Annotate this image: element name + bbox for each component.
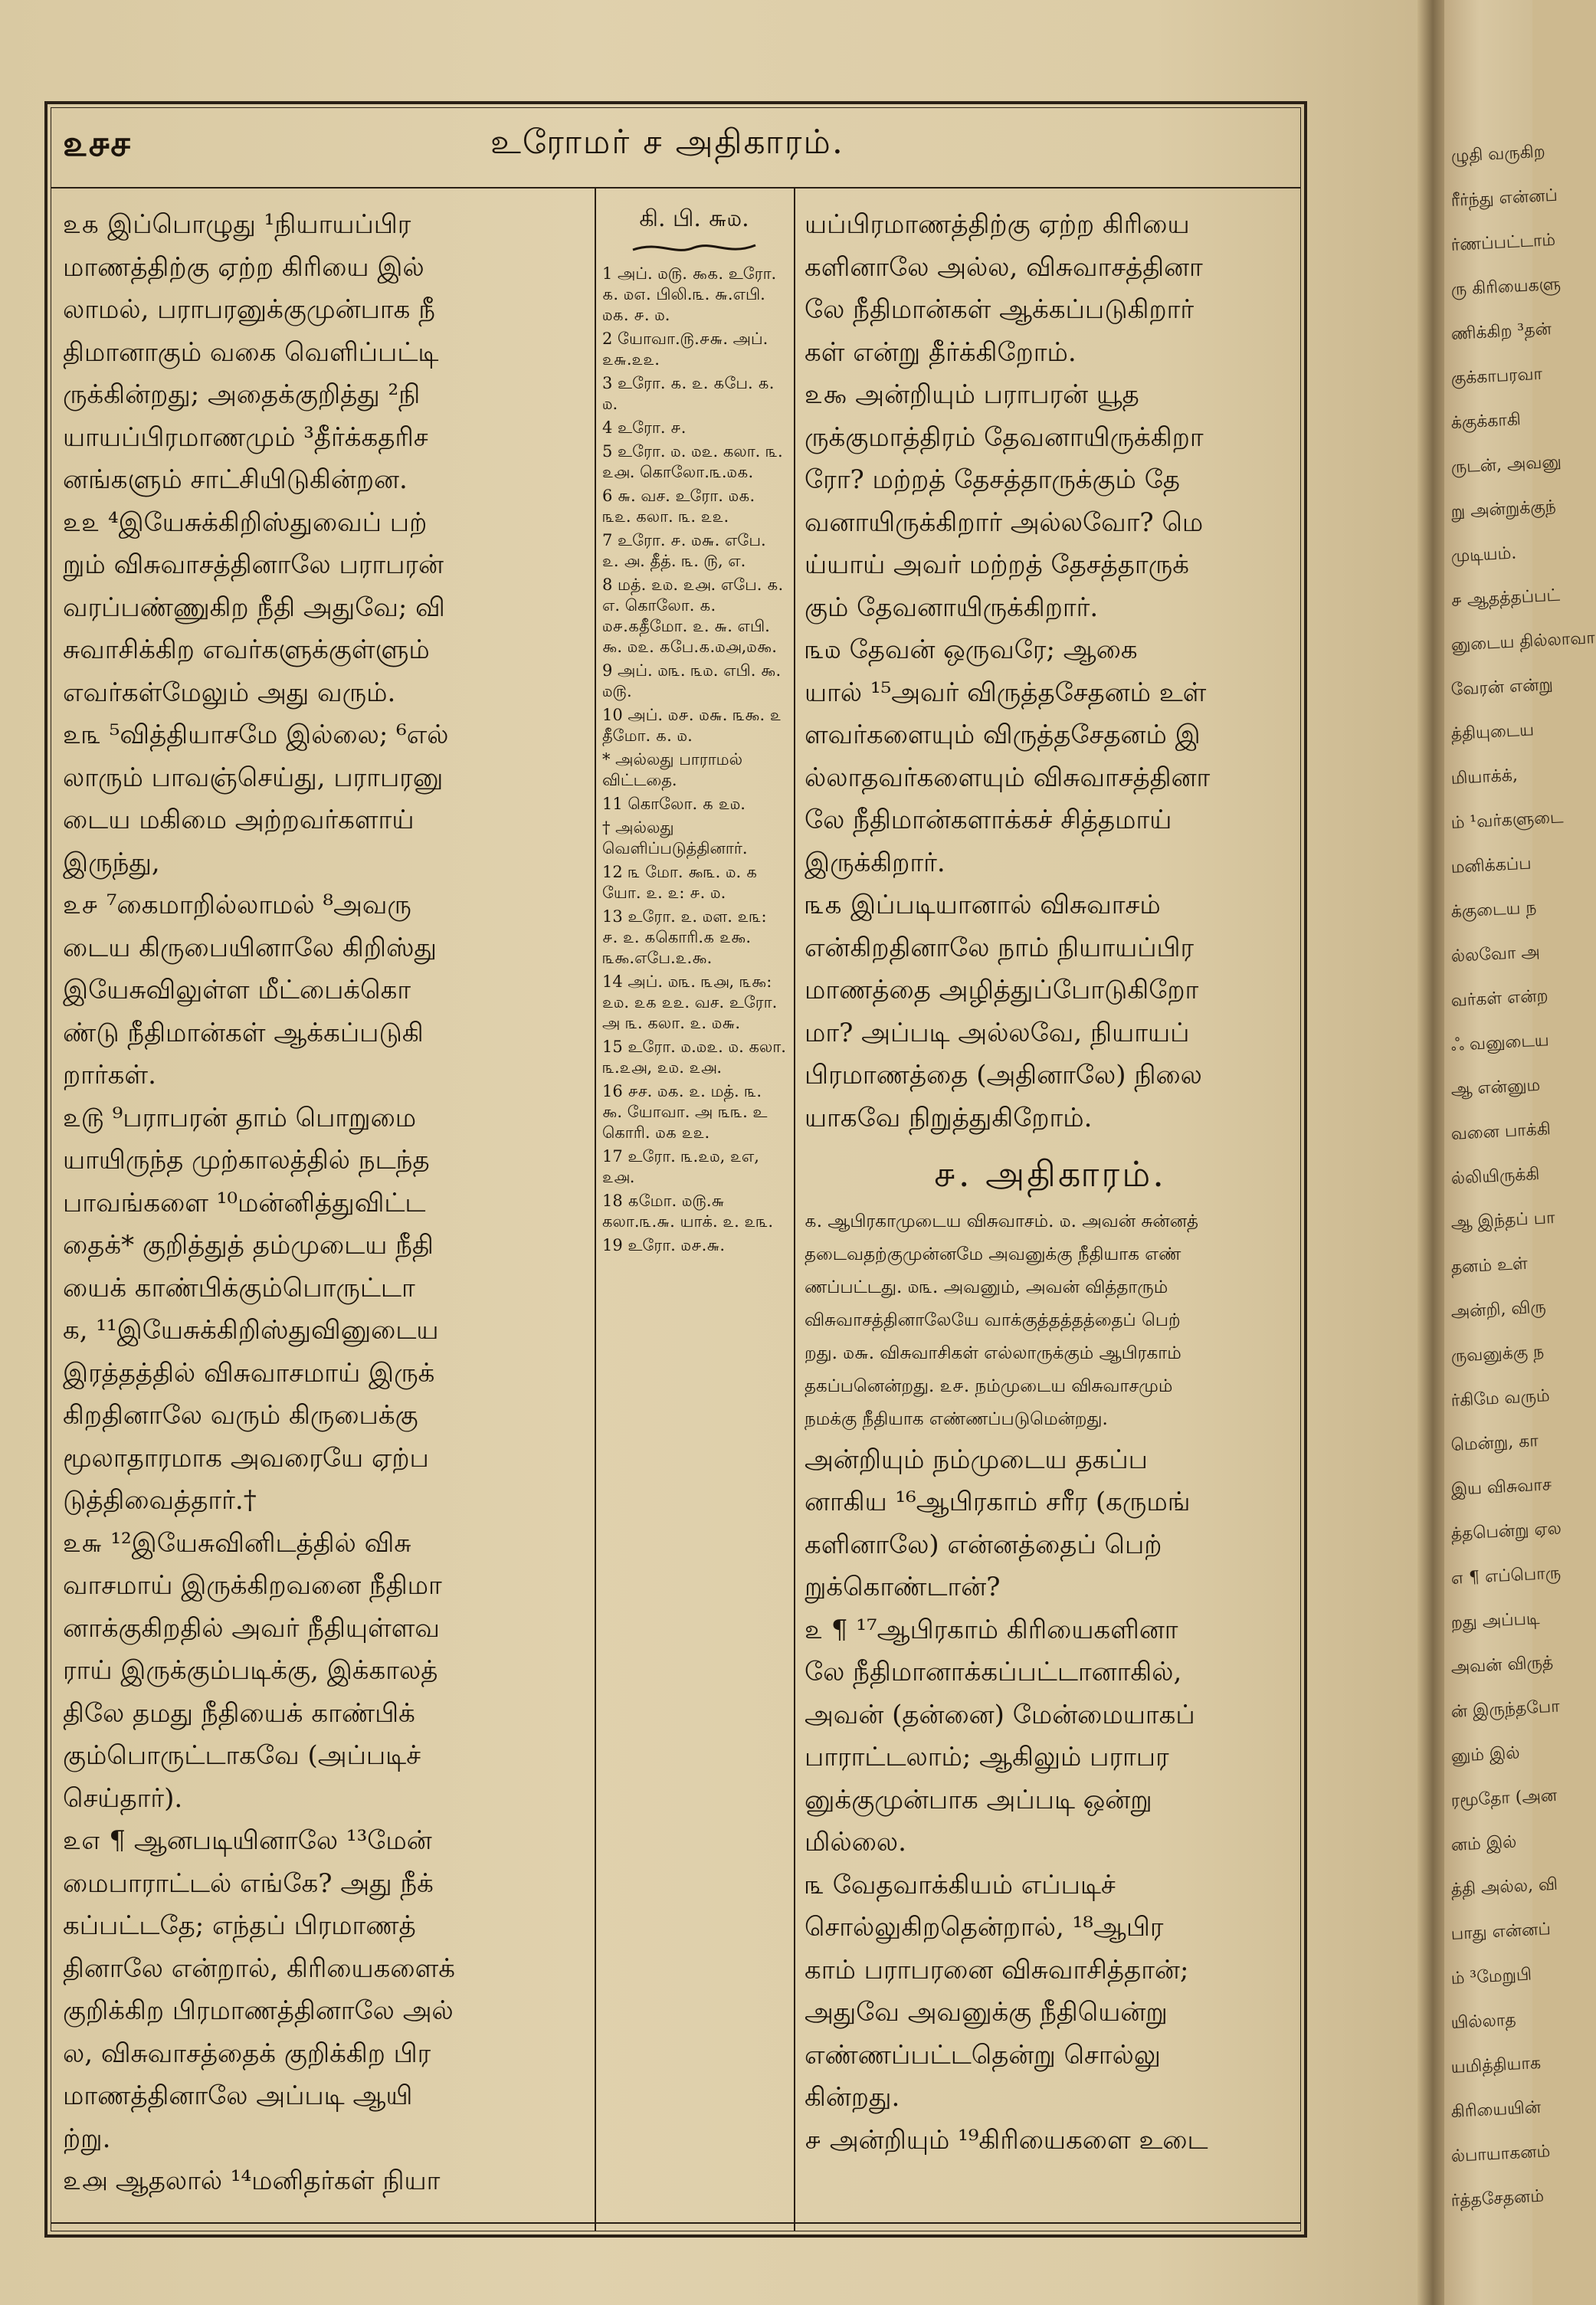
text-line: கும்பொருட்டாகவே (அப்படிச் — [63, 1740, 421, 1771]
text-line: இருக்கிறார். — [805, 847, 945, 878]
text-line: ல்லாதவர்களையும் விசுவாசத்தினா — [805, 762, 1211, 793]
facing-page-fragment: ல்லியிருக்கி — [1450, 1164, 1541, 1189]
text-line: ௩௧ இப்படியானால் விசுவாசம் — [805, 890, 1161, 920]
facing-page-fragment: ன் இருந்தபோ — [1450, 1697, 1561, 1722]
text-line: செய்தார்). — [63, 1782, 183, 1814]
text-line: மூலாதாரமாக அவரையே ஏற்ப — [63, 1442, 429, 1474]
facing-page-fragment: ரமூதோ (அன — [1450, 1785, 1558, 1811]
facing-page-fragment: ௭ ¶ எப்பொரு — [1450, 1563, 1562, 1589]
text-line: யாயப்பிரமாணமும் ³தீர்க்கதரிச — [63, 421, 428, 453]
text-line: யாகவே நிறுத்துகிறோம். — [805, 1102, 1093, 1133]
text-line: என்கிறதினாலே நாம் நியாயப்பிர — [805, 932, 1195, 963]
column-divider-left — [595, 187, 596, 2231]
column-divider-right — [794, 187, 795, 2231]
chapter-heading: ௪. அதிகாரம். — [933, 1153, 1166, 1195]
text-line: ௪ அன்றியும் ¹⁹கிரியைகளை உடை — [805, 2124, 1208, 2156]
text-line: மில்லை. — [805, 1827, 906, 1857]
text-line: ய்யாய் அவர் மற்றத் தேசத்தாருக் — [805, 549, 1189, 580]
text-line: ருக்கின்றது; அதைக்குறித்து ²நி — [63, 379, 421, 410]
cross-reference: 1 அப். ௰௫. ௯௧. உரோ. ௧. ௰௭. பிலி.௩. ௬.எபி. ௰௧. ௪. ௰. — [602, 264, 777, 324]
text-line: இருந்து, — [63, 847, 160, 878]
facing-page-fragment: யில்லாத — [1450, 2010, 1517, 2033]
running-title: உரோமர் ச அதிகாரம். — [490, 123, 844, 162]
text-line: காம் பராபரனை விசுவாசித்தான்; — [805, 1954, 1189, 1985]
facing-page-fragment: முடியம். — [1450, 543, 1517, 566]
text-line: னாக்குகிறதில் அவர் நீதியுள்ளவ — [63, 1612, 440, 1644]
facing-page-fragment: ௪ ஆதத்தப்பட் — [1450, 585, 1561, 611]
text-line: மாணத்தினாலே அப்படி ஆயி — [63, 2080, 413, 2111]
cross-reference: 6 ௬. வச. உரோ. ௰௧. ௩௨. கலா. ௩. ௨௨. — [602, 487, 755, 526]
book-gutter — [1417, 0, 1448, 2305]
text-line: டைய கிருபையினாலே கிறிஸ்து — [63, 932, 437, 963]
text-line: இயேசுவிலுள்ள மீட்பைக்கொ — [63, 975, 411, 1005]
text-line: தினாலே என்றால், கிரியைகளைக் — [63, 1953, 456, 1984]
cross-reference: 4 உரோ. ௪. — [602, 418, 687, 437]
facing-page-fragment: ணிக்கிற ³தன் — [1450, 320, 1552, 344]
cross-reference: 10 அப். ௰௪. ௰௬. ௩௯. ௨ தீமோ. ௧. ௰. — [602, 706, 782, 745]
facing-page-fragment: பாது என்னப் — [1450, 1920, 1552, 1944]
cross-reference: 13 உரோ. ௨. ௰ள. ௨௩: ௪. ௨. ௧கொரி.௧ ௨௯. ௩௯.எபே.௨.௯. — [602, 907, 767, 967]
facing-page-fragment: தனம் உள் — [1450, 1254, 1529, 1277]
text-line: கிறதினாலே வரும் கிருபைக்கு — [63, 1400, 418, 1431]
header-rule — [51, 187, 1301, 189]
text-line: பாராட்டலாம்; ஆகிலும் பராபர — [805, 1742, 1169, 1772]
text-line: யால் ¹⁵அவர் விருத்தசேதனம் உள் — [805, 677, 1207, 708]
cross-reference: 18 ௧மோ. ௰௫.௬ கலா.௩.௬. யாக். ௨. ௨௩. — [602, 1192, 774, 1231]
text-line: வாசமாய் இருக்கிறவனை நீதிமா — [63, 1570, 442, 1601]
facing-page-fragment: ர்கிமே வரும் — [1450, 1386, 1551, 1411]
text-line: றுக்கொண்டான்? — [805, 1572, 1001, 1602]
facing-page-fragment: ம் ³மேறுபி — [1450, 1965, 1532, 1989]
cross-reference: 19 உரோ. ௰௪.௬. — [602, 1236, 726, 1254]
cross-reference: 3 உரோ. ௧. ௨. ௧பே. ௧. ௰. — [602, 374, 775, 413]
facing-page-fragment: குக்காபரவா — [1450, 364, 1543, 389]
right-text-column — [805, 204, 1295, 2162]
text-line: னுக்குமுன்பாக அப்படி ஒன்று — [805, 1784, 1152, 1815]
facing-page-fragment: இய விசுவாச — [1450, 1475, 1552, 1500]
chapter-summary-line: றது. ௰௬. விசுவாசிகள் எல்லாருக்கும் ஆபிரகாம் — [805, 1343, 1181, 1363]
facing-page-fragment: ரீர்ந்து என்னப் — [1450, 185, 1558, 211]
text-line: எண்ணப்பட்டதென்று சொல்லு — [805, 2039, 1161, 2071]
facing-page-fragment: வனை பாக்கி — [1450, 1120, 1552, 1144]
cross-reference: 15 உரோ. ௰.௰௨. ௰. கலா. ௩.௨௮, ௨௰. ௨௮. — [602, 1038, 786, 1077]
text-line: வரப்பண்ணுகிற நீதி அதுவே; வி — [63, 592, 445, 623]
text-line: ௨௯ அன்றியும் பராபரன் யூத — [805, 379, 1139, 410]
text-line: ௨௧ இப்பொழுது ¹நியாயப்பிர — [63, 209, 411, 240]
text-line: க, ¹¹இயேசுக்கிறிஸ்துவினுடைய — [63, 1315, 439, 1346]
text-line: மாணத்தை அழித்துப்போடுகிறோ — [805, 975, 1199, 1005]
chapter-summary-line: ௧. ஆபிரகாமுடைய விசுவாசம். ௰. அவன் சுன்னத் — [805, 1211, 1198, 1231]
facing-page-fragment: வர்கள் என்ற — [1450, 986, 1549, 1011]
text-line: களினாலே அல்ல, விசுவாசத்தினா — [805, 251, 1203, 283]
text-line: களினாலே) என்னத்தைப் பெற் — [805, 1529, 1162, 1560]
text-line: பாவங்களை ¹⁰மன்னித்துவிட்ட — [63, 1187, 426, 1218]
text-line: ல, விசுவாசத்தைக் குறிக்கிற பிர — [63, 2038, 431, 2069]
text-line: யைக் காண்பிக்கும்பொருட்டா — [63, 1272, 415, 1303]
chapter-summary-line: விசுவாசத்தினாலேயே வாக்குத்தத்தத்தைப் பெற் — [805, 1310, 1181, 1330]
facing-page-fragment: ஃ வனுடைய — [1450, 1031, 1550, 1055]
cross-reference: 7 உரோ. ௪. ௰௬. எபே. ௨. ௮. தீத். ௩. ௫, எ. — [602, 531, 766, 570]
facing-page-fragment: அவன் விருத் — [1450, 1653, 1554, 1677]
text-line: குறிக்கிற பிரமாணத்தினாலே அல் — [63, 1995, 454, 2026]
facing-page-fragment: மனிக்கப்ப — [1450, 854, 1532, 877]
cross-reference: 9 அப். ௰௩. ௩௰. எபி. ௯. ௰௫. — [602, 661, 782, 700]
chapter-summary-line: தகப்பனென்றது. ௨௪. நம்முடைய விசுவாசமும் — [805, 1375, 1173, 1396]
text-line: கும் தேவனாயிருக்கிறார். — [805, 592, 1099, 623]
facing-page-fragment: வேரன் என்று — [1450, 675, 1554, 700]
text-line: ௨௨ ⁴இயேசுக்கிறிஸ்துவைப் பற் — [63, 507, 428, 538]
text-line: மைபாராட்டல் எங்கே? அது நீக் — [63, 1867, 434, 1899]
text-line: ரோ? மற்றத் தேசத்தாருக்கும் தே — [805, 464, 1180, 495]
text-line: ௨௬ ¹²இயேசுவினிடத்தில் விசு — [63, 1527, 411, 1559]
text-line: லே நீதிமான்களாக்கச் சித்தமாய் — [805, 805, 1172, 835]
text-line: ௨௪ ⁷கைமாறில்லாமல் ⁸அவரு — [63, 890, 411, 920]
ornament-flourish — [629, 239, 759, 256]
text-line: ௩௰ தேவன் ஒருவரே; ஆகை — [805, 634, 1138, 665]
cross-reference: * அல்லது பாராமல் விட்டதை. — [602, 750, 743, 789]
text-line: எவர்கள்மேலும் அது வரும். — [63, 677, 396, 708]
cross-reference: † அல்லது வெளிப்படுத்தினார். — [602, 818, 748, 857]
cross-reference: 5 உரோ. ௰. ௰௨. கலா. ௩. ௨௮. கொலோ.௩.௰௧. — [602, 442, 783, 481]
text-line: ண்டு நீதிமான்கள் ஆக்கப்படுகி — [63, 1017, 424, 1048]
text-line: ௨௫ ⁹பராபரன் தாம் பொறுமை — [63, 1102, 417, 1133]
page-number: ௨௪ச — [63, 123, 130, 164]
text-line: வனாயிருக்கிறார் அல்லவோ? மெ — [805, 507, 1204, 538]
cross-reference-column — [602, 204, 786, 1259]
cross-reference: 11 கொலோ. ௧ ௨௰. — [602, 795, 746, 813]
text-line: சொல்லுகிறதென்றால், ¹⁸ஆபிர — [805, 1912, 1164, 1943]
facing-page-fragment: அன்றி, விரு — [1450, 1297, 1547, 1322]
text-line: மா? அப்படி அல்லவே, நியாயப் — [805, 1017, 1190, 1048]
facing-page-fragment: ரு கிரியைகளு — [1450, 274, 1562, 300]
text-line: அவன் (தன்னை) மேன்மையாகப் — [805, 1699, 1195, 1730]
text-line: மாணத்திற்கு ஏற்ற கிரியை இல் — [63, 251, 424, 283]
text-line: திமானாகும் வகை வெளிப்பட்டி — [63, 336, 439, 368]
text-line: யப்பிரமாணத்திற்கு ஏற்ற கிரியை — [805, 209, 1190, 240]
text-line: கள் என்று தீர்க்கிறோம். — [805, 336, 1077, 368]
cross-reference: 12 ௩ மோ. ௯௩. ௰. ௧ யோ. ௨. ௨: ௪. ௰. — [602, 863, 758, 902]
facing-page-fragment: ழுதி வருகிற — [1450, 142, 1546, 166]
facing-page-fragment: மியாக்க், — [1450, 766, 1519, 789]
facing-page-edge — [1444, 0, 1596, 2305]
chapter-summary-line: ணப்பட்டது. ௰௩. அவனும், அவன் வித்தாரும் — [805, 1277, 1168, 1297]
facing-page-fragment: னம் இல் — [1450, 1832, 1517, 1855]
bottom-rule — [51, 2222, 1301, 2224]
text-line: இரத்தத்தில் விசுவாசமாய் இருக் — [63, 1357, 435, 1389]
facing-page-fragment: னும் இல் — [1450, 1743, 1521, 1766]
facing-page-fragment: மென்று, கா — [1450, 1431, 1539, 1455]
text-line: ருக்குமாத்திரம் தேவனாயிருக்கிறா — [805, 421, 1204, 453]
text-line: யாயிருந்த முற்காலத்தில் நடந்த — [63, 1145, 430, 1175]
facing-page-fragment: த்தபென்று ஏல — [1450, 1519, 1562, 1544]
text-line: லாமல், பராபரனுக்குமுன்பாக நீ — [63, 294, 436, 325]
text-line: டைய மகிமை அற்றவர்களாய் — [63, 805, 415, 835]
text-line: ௨ ¶ ¹⁷ஆபிரகாம் கிரியைகளினா — [805, 1614, 1178, 1645]
chapter-summary-line: நமக்கு நீதியாக எண்ணப்படுமென்றது. — [805, 1408, 1108, 1429]
chapter-summary-line: தடைவதற்குமுன்னமே அவனுக்கு நீதியாக எண் — [805, 1244, 1181, 1264]
era-heading: கி. பி. ௬௰. — [639, 205, 749, 232]
facing-page-fragment: றது அப்படி — [1450, 1608, 1541, 1633]
facing-page-fragment: னுடைய தில்லாவா — [1450, 628, 1596, 655]
text-line: டுத்திவைத்தார்.† — [63, 1485, 257, 1516]
text-line: திலே தமது நீதியைக் காண்பிக் — [63, 1697, 415, 1729]
text-line: ளவர்களையும் விருத்தசேதனம் இ — [805, 720, 1201, 750]
cross-reference: 17 உரோ. ௩.௨௰, ௨எ, ௨௮. — [602, 1147, 759, 1186]
text-line: ௨௩ ⁵வித்தியாசமே இல்லை; ⁶எல் — [63, 720, 449, 750]
facing-page-fragment: ஆ என்னும — [1450, 1075, 1541, 1100]
text-line: ௨௮ ஆதலால் ¹⁴மனிதர்கள் நியா — [63, 2166, 441, 2196]
facing-page-fragment: ருவனுக்கு ந — [1450, 1342, 1545, 1366]
facing-page-fragment: கிரியையின் — [1450, 2097, 1542, 2122]
text-line: பிரமாணத்தை (அதினாலே) நிலை — [805, 1060, 1202, 1090]
facing-page-fragment: ர்ணப்பட்டாம் — [1450, 230, 1556, 255]
left-text-column — [63, 204, 592, 2203]
text-line: சுவாசிக்கிற எவர்களுக்குள்ளும் — [63, 634, 430, 665]
facing-page-fragment: க்குக்காகி — [1450, 410, 1522, 433]
text-line: லே நீதிமான்கள் ஆக்கப்படுகிறார் — [805, 294, 1195, 325]
text-line: அன்றியும் நம்முடைய தகப்ப — [805, 1444, 1148, 1475]
cross-reference: 16 ௪ச. ௰௧. ௨. மத். ௩. ௯. யோவா. அ ௩௩. உ கொரி. ௰௧ ௨௨. — [602, 1082, 768, 1142]
facing-page-fragment: த்தி அல்ல, வி — [1450, 1874, 1558, 1900]
text-line: ௨௭ ¶ ஆனபடியினாலே ¹³மேன் — [63, 1825, 432, 1856]
facing-page-fragment: ருடன், அவனு — [1450, 452, 1562, 477]
text-line: ௩ வேதவாக்கியம் எப்படிச் — [805, 1869, 1116, 1900]
text-line: கின்றது. — [805, 2082, 900, 2113]
cross-reference: 14 அப். ௰௩. ௩௮, ௩௯: ௨௰. ௨௧ ௨௨. வச. உரோ. அ ௩. கலா. ௨. ௰௬. — [602, 972, 778, 1032]
text-line: கப்பட்டதே; எந்தப் பிரமாணத் — [63, 1910, 416, 1941]
facing-page-fragment: ஆ இந்தப் பா — [1450, 1208, 1556, 1233]
text-line: தைக்* குறித்துத் தம்முடைய நீதி — [63, 1230, 434, 1261]
text-line: றும் விசுவாசத்தினாலே பராபரன் — [63, 549, 444, 580]
text-line: ராய் இருக்கும்படிக்கு, இக்காலத் — [63, 1655, 438, 1686]
facing-page-fragment: ர்த்தசேதனம் — [1450, 2186, 1545, 2211]
facing-page-fragment: யமித்தியாக — [1450, 2053, 1542, 2077]
facing-page-fragment: று அன்றுக்குந் — [1450, 497, 1557, 522]
text-line: அதுவே அவனுக்கு நீதியென்று — [805, 1997, 1168, 2028]
facing-page-fragment: ல்லவோ அ — [1450, 942, 1541, 966]
text-line: லே நீதிமானாக்கப்பட்டானாகில், — [805, 1657, 1182, 1687]
facing-page-fragment: ல்பாயாகனம் — [1450, 2142, 1551, 2166]
text-line: னாகிய ¹⁶ஆபிரகாம் சரீர (கருமங் — [805, 1487, 1191, 1517]
text-line: லாரும் பாவஞ்செய்து, பராபரனு — [63, 762, 444, 793]
cross-reference: 2 யோவா.௫.௪௬. அப். ௨௬.௨௨. — [602, 330, 769, 369]
facing-page-fragment: த்தியுடைய — [1450, 720, 1535, 744]
facing-page-fragment: க்குடைய ந — [1450, 898, 1538, 922]
cross-reference: 8 மத். ௨௰. ௨௮. எபே. ௧. எ. கொலோ. ௧. ௰௪.௧தீமோ. ௨. ௬. எபி. ௯. ௰௨. ௧பே.௧.௰௮,௰௯. — [602, 575, 784, 656]
text-line: ற்று. — [63, 2123, 111, 2154]
text-line: றார்கள். — [63, 1060, 156, 1090]
text-line: னங்களும் சாட்சியிடுகின்றன. — [63, 464, 408, 495]
facing-page-fragment: ம் ¹வர்களுடை — [1450, 808, 1565, 833]
